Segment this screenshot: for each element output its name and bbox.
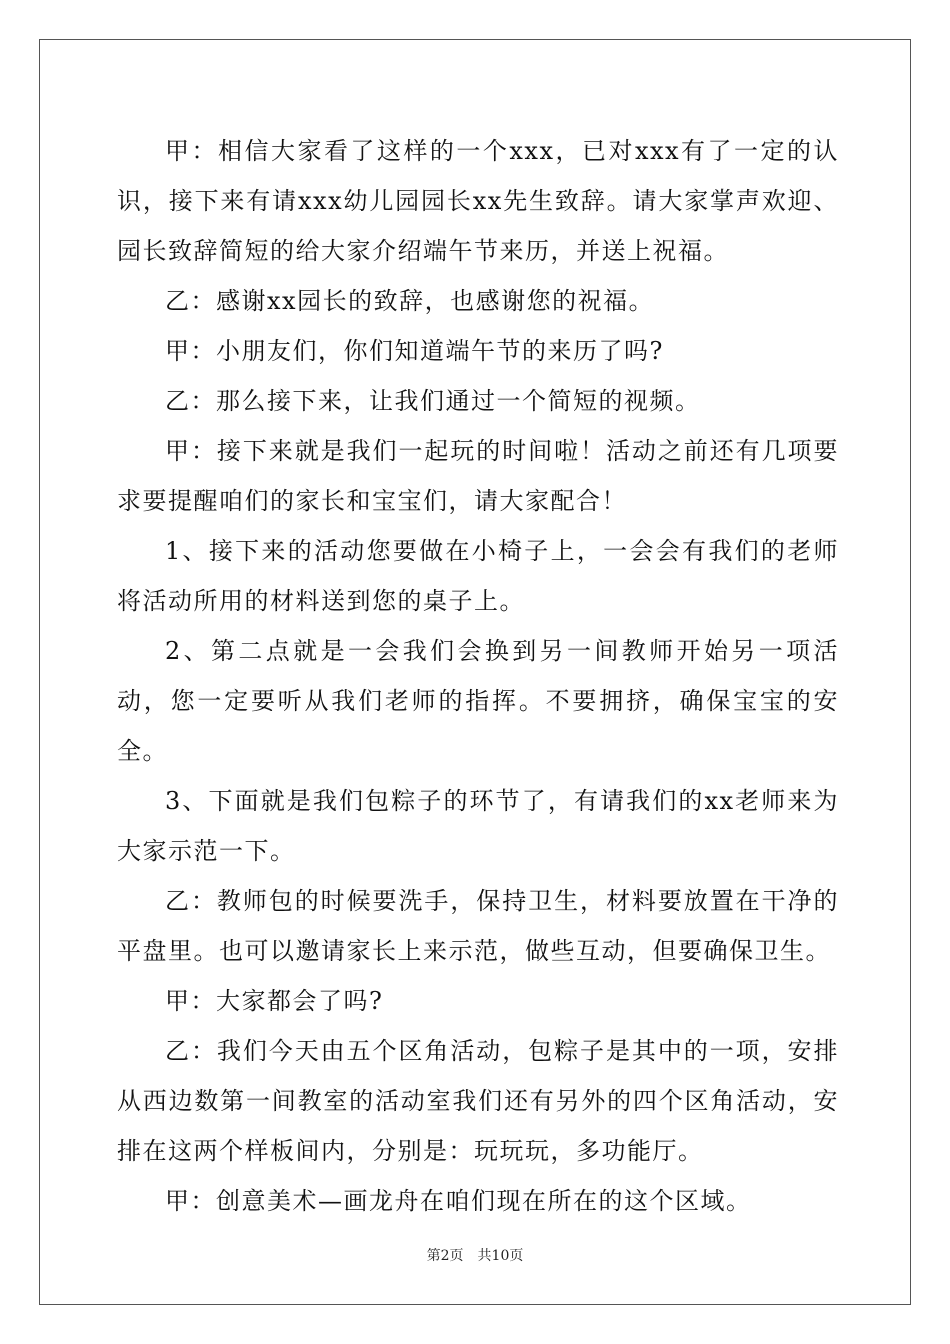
page-number-footer: 第2页 共10页 xyxy=(426,1248,524,1264)
paragraph: 甲：小朋友们，你们知道端午节的来历了吗? xyxy=(165,337,664,365)
paragraph: 甲：相信大家看了这样的一个xxx，已对xxx有了一定的认识，接下来有请xxx幼儿园园长xx先生致辞。请大家掌声欢迎、园长致辞简短的给大家介绍端午节来历，并送上祝福。 xyxy=(117,137,839,265)
paragraph: 3、下面就是我们包粽子的环节了，有请我们的xx老师来为大家示范一下。 xyxy=(117,787,839,865)
paragraph: 甲：大家都会了吗? xyxy=(165,987,384,1015)
paragraph: 2、第二点就是一会我们会换到另一间教师开始另一项活动，您一定要听从我们老师的指挥。不要拥挤，确保宝宝的安全。 xyxy=(117,637,839,765)
paragraph: 乙：感谢xx园长的致辞，也感谢您的祝福。 xyxy=(165,287,655,315)
paragraph: 1、接下来的活动您要做在小椅子上，一会会有我们的老师将活动所用的材料送到您的桌子上。 xyxy=(117,537,839,615)
document-body xyxy=(117,126,839,1226)
paragraph: 甲：创意美术—画龙舟在咱们现在所在的这个区域。 xyxy=(165,1187,752,1215)
paragraph: 甲：接下来就是我们一起玩的时间啦！活动之前还有几项要求要提醒咱们的家长和宝宝们，请大家配合！ xyxy=(117,437,839,515)
paragraph: 乙：教师包的时候要洗手，保持卫生，材料要放置在干净的平盘里。也可以邀请家长上来示范，做些互动，但要确保卫生。 xyxy=(117,887,839,965)
paragraph: 乙：我们今天由五个区角活动，包粽子是其中的一项，安排从西边数第一间教室的活动室我们还有另外的四个区角活动，安排在这两个样板间内，分别是：玩玩玩，多功能厅。 xyxy=(117,1037,839,1165)
paragraph: 乙：那么接下来，让我们通过一个简短的视频。 xyxy=(165,387,701,415)
